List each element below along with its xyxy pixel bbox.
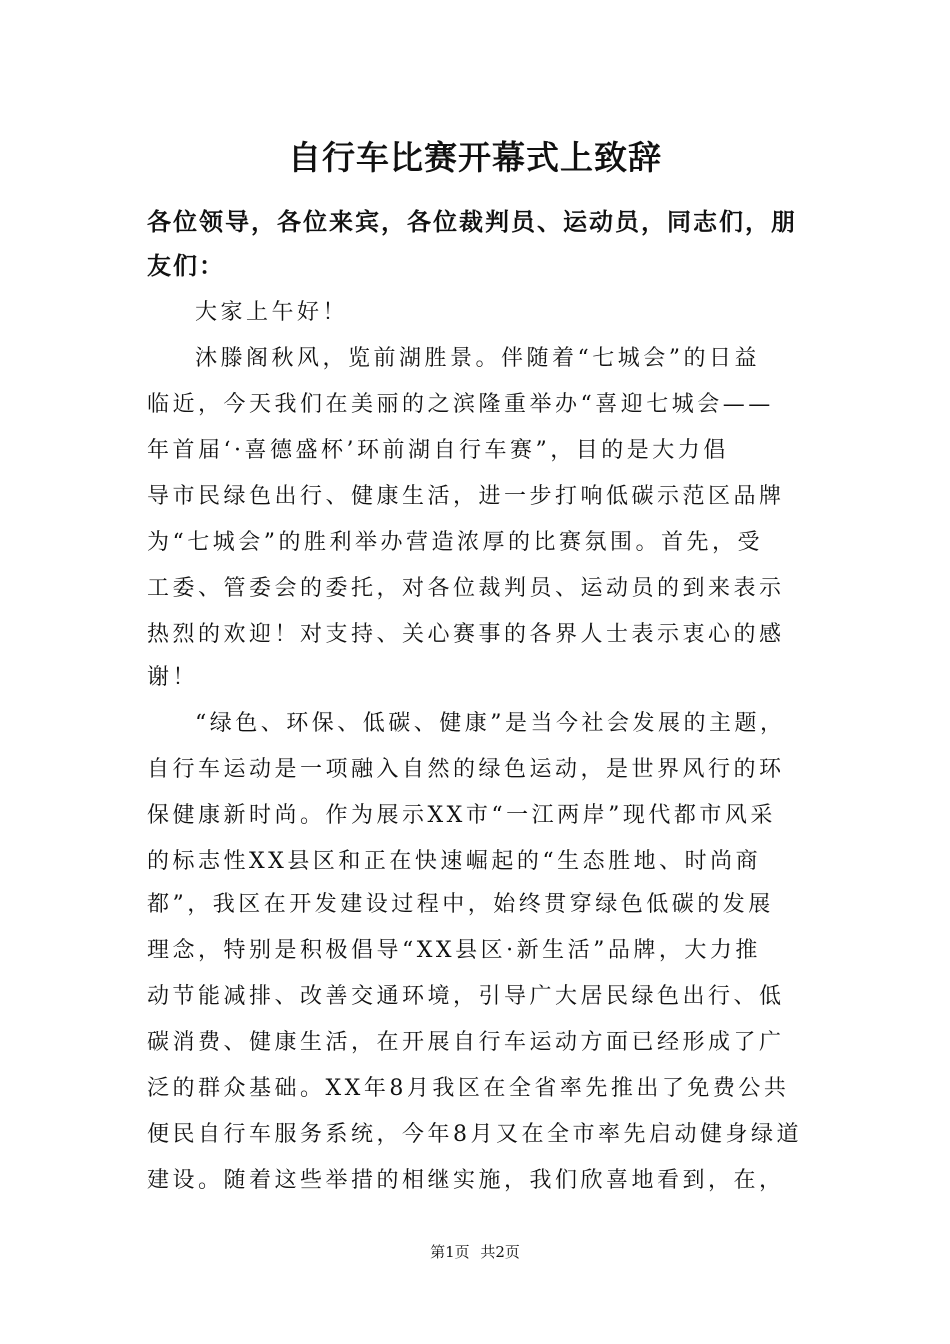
document-title: 自行车比赛开幕式上致辞 [288,138,662,177]
body-line: 谢！ [147,665,199,690]
body-line: 大家上午好！ [195,300,349,325]
body-line: 建设。随着这些举措的相继实施，我们欣喜地看到，在， [147,1168,785,1193]
body-line: 保健康新时尚。作为展示XX市“一江两岸”现代都市风采 [147,803,776,828]
body-line: 导市民绿色出行、健康生活，进一步打响低碳示范区品牌 [147,484,785,509]
body-line: 泛的群众基础。XX年8月我区在全省率先推出了免费公共 [147,1076,790,1101]
body-line: 为“七城会”的胜利举办营造浓厚的比赛氛围。首先，受 [147,530,763,555]
body-line: “绿色、环保、低碳、健康”是当今社会发展的主题， [195,711,786,736]
page-total: 共2页 [480,1243,520,1261]
page-number: 第1页 [430,1243,470,1261]
body-line: 的标志性XX县区和正在快速崛起的“生态胜地、时尚商 [147,849,762,874]
body-line: 动节能减排、改善交通环境，引导广大居民绿色出行、低 [147,984,785,1009]
page-footer [0,1242,950,1262]
body-line: 临近，今天我们在美丽的之滨隆重举办“喜迎七城会—— [147,392,774,417]
body-line: 年首届‘·喜德盛杯’环前湖自行车赛”，目的是大力倡 [147,438,729,463]
body-line: 便民自行车服务系统，今年8月又在全市率先启动健身绿道 [147,1122,802,1147]
body-line: 沐滕阁秋风，览前湖胜景。伴随着“七城会”的日益 [195,346,760,371]
body-line: 都”，我区在开发建设过程中，始终贯穿绿色低碳的发展 [147,892,774,917]
body-line: 碳消费、健康生活，在开展自行车运动方面已经形成了广 [147,1030,785,1055]
body-line: 热烈的欢迎！对支持、关心赛事的各界人士表示衷心的感 [147,622,785,647]
body-line: 工委、管委会的委托，对各位裁判员、运动员的到来表示 [147,576,785,601]
body-line: 自行车运动是一项融入自然的绿色运动，是世界风行的环 [147,757,785,782]
salutation: 各位领导，各位来宾，各位裁判员、运动员，同志们，朋友们： [147,207,797,280]
body-line: 理念，特别是积极倡导“XX县区·新生活”品牌，大力推 [147,938,761,963]
